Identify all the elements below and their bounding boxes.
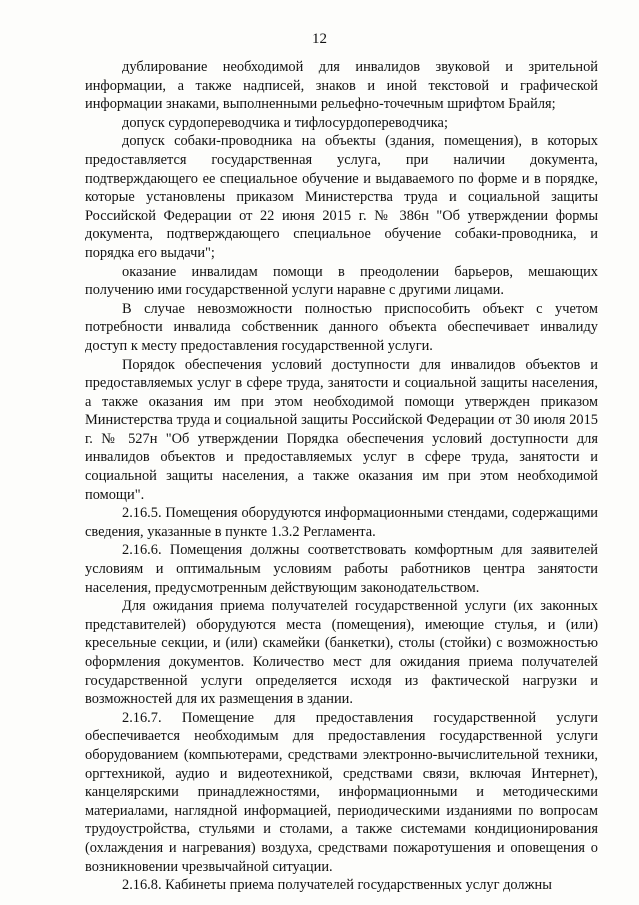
- paragraph-2-16-6: 2.16.6. Помещения должны соответствовать комфортным для заявителей условиям и оптимальным условиям работы работников центра занятости населения, предусмотренным действующим законодательством.: [85, 542, 598, 596]
- paragraph-accessibility-order: Порядок обеспечения условий доступности для инвалидов объектов и предоставляемых услуг в сфере труда, занятости и социальной защиты населения, а также оказания им при этом необходимой помощи утвержден приказом Министерства труда и социальной защиты Российской Федерации от 30 июля 2015 г. № 527н "Об утверждении Порядка обеспечения условий доступности для инвалидов объектов и предоставляемых услуг в сфере труда, занятости и социальной защиты населения, а также оказания им при этом необходимой помощи".: [85, 356, 598, 503]
- page-number: 12: [312, 31, 327, 47]
- paragraph-guide-dog: допуск собаки-проводника на объекты (здания, помещения), в которых предоставляется государственная услуга, при наличии документа, подтверждающего ее специальное обучение и выдаваемого по форме и в порядке, которые установлены приказом Министерства труда и социальной защиты Российской Федерации от 22 июня 2015 г. № 386н "Об утверждении формы документа, подтверждающего специальное обучение собаки-проводника, и порядка его выдачи";: [85, 133, 598, 261]
- paragraph-2-16-7: 2.16.7. Помещение для предоставления государственной услуги обеспечивается необходимым для предоставления государственной услуги оборудованием (компьютерами, средствами электронно-вычислительной техники, оргтехникой, аудио и видеотехникой, средствами связи, включая Интернет), канцелярскими принадлежностями, информационными и методическими материалами, наглядной информацией, периодическими изданиями по вопросам трудоустройства, стульями и столами, а также системами кондиционирования (охлаждения и нагревания) воздуха, средствами пожаротушения и оповещения о возникновении чрезвычайной ситуации.: [85, 709, 598, 875]
- paragraph-2-16-8: 2.16.8. Кабинеты приема получателей государственных услуг должны: [122, 877, 552, 894]
- paragraph-owner-obligation: В случае невозможности полностью приспособить объект с учетом потребности инвалида собственник данного объекта обеспечивает инвалиду доступ к месту предоставления государственной услуги.: [85, 300, 598, 354]
- paragraph-2-16-5: 2.16.5. Помещения оборудуются информационными стендами, содержащими сведения, указанные в пункте 1.3.2 Регламента.: [85, 505, 598, 540]
- document-body: [85, 58, 598, 895]
- paragraph-assistance: оказание инвалидам помощи в преодолении барьеров, мешающих получению ими государственной услуги наравне с другими лицами.: [85, 263, 598, 299]
- paragraph-sign-interpreter: допуск сурдопереводчика и тифлосурдопереводчика;: [122, 114, 448, 131]
- paragraph-braille: дублирование необходимой для инвалидов звуковой и зрительной информации, а также надписей, знаков и иной текстовой и графической информации знаками, выполненными рельефно-точечным шрифтом Брайля;: [85, 59, 598, 113]
- paragraph-waiting-areas: Для ожидания приема получателей государственной услуги (их законных представителей) оборудуются места (помещения), имеющие стулья, и (или) кресельные секции, и (или) скамейки (банкетки), столы (стойки) с возможностью оформления документов. Количество мест для ожидания приема получателей государственной услуги определяется исходя из фактической нагрузки и возможностей для их размещения в здании.: [85, 598, 598, 708]
